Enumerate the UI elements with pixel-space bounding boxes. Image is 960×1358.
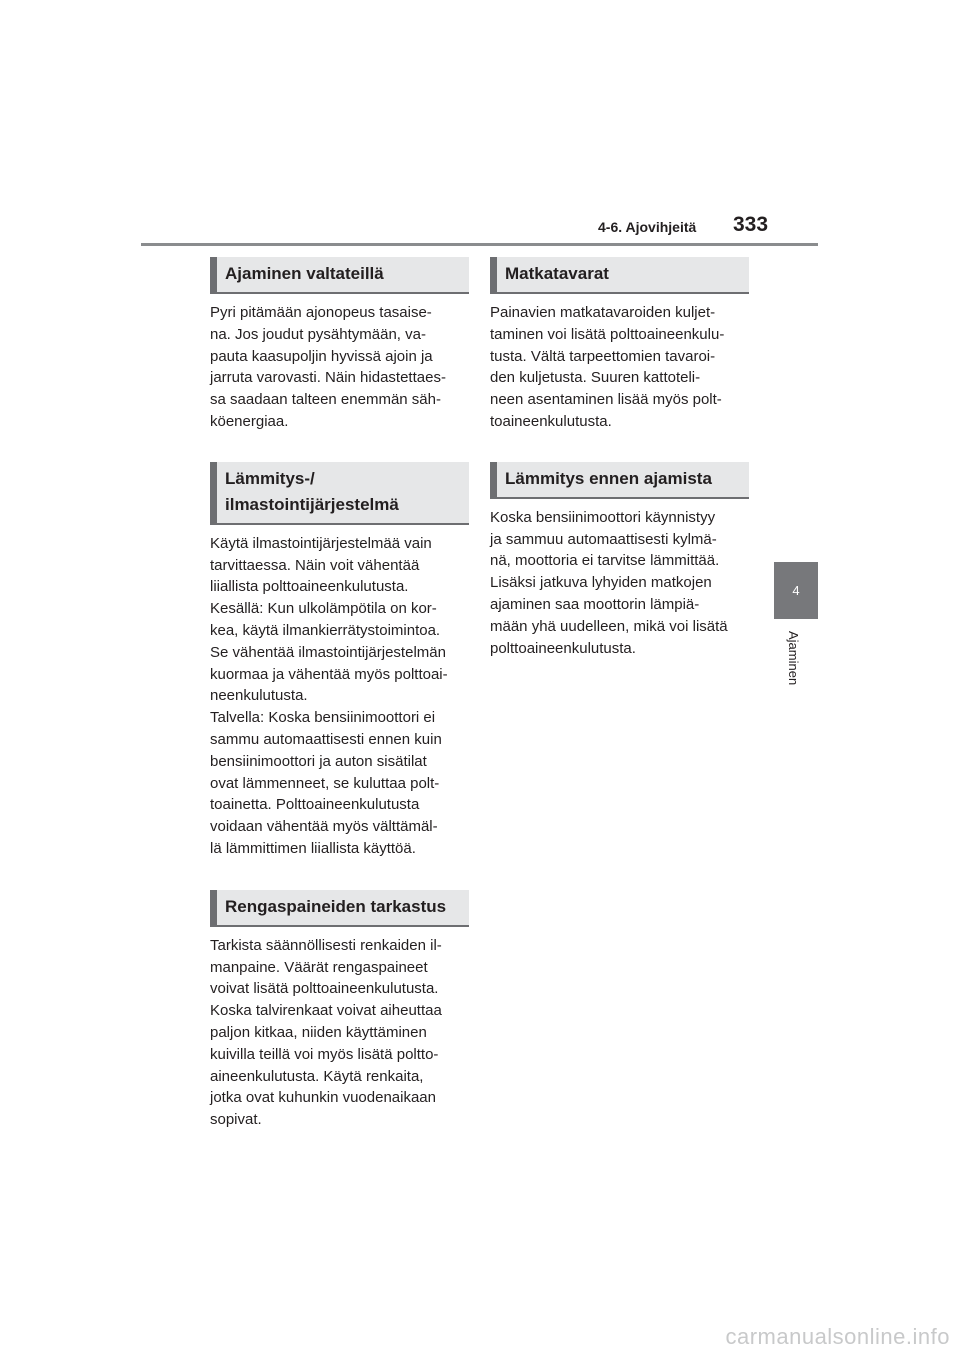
body-line: Käytä ilmastointijärjestelmää vain xyxy=(210,534,432,552)
body-line: voidaan vähentää myös välttämäl- xyxy=(210,818,438,836)
section-heading xyxy=(210,890,469,927)
right-column xyxy=(490,257,749,659)
body-line: Se vähentää ilmastointijärjestelmän xyxy=(210,643,446,661)
section-warm-up xyxy=(490,462,749,660)
section-heading xyxy=(490,257,749,294)
section-title: 4-6. Ajovihjeitä xyxy=(598,219,697,235)
section-body xyxy=(490,302,749,433)
body-line: mään yhä uudelleen, mikä voi lisätä xyxy=(490,617,728,635)
body-line: na. Jos joudut pysähtymään, va- xyxy=(210,325,426,343)
body-line: den kuljetusta. Suuren kattoteli- xyxy=(490,369,701,387)
section-heading xyxy=(210,462,469,525)
body-line: kea, käytä ilmankierrätystoimintoa. xyxy=(210,621,441,639)
body-line: lä lämmittimen liiallista käyttöä. xyxy=(210,839,416,857)
chapter-number: 4 xyxy=(792,583,800,598)
section-heading xyxy=(490,462,749,499)
page-number: 333 xyxy=(733,213,769,236)
body-line: polttoaineenkulutusta. xyxy=(490,639,636,657)
body-line: sopivat. xyxy=(210,1111,262,1129)
body-line: neenkulutusta. xyxy=(210,687,308,705)
body-line: Pyri pitämään ajonopeus tasaise- xyxy=(210,304,432,321)
body-line: ovat lämmenneet, se kuluttaa polt- xyxy=(210,774,440,792)
chapter-tab xyxy=(774,562,818,619)
body-line: toainetta. Polttoaineenkulutusta xyxy=(210,796,420,814)
body-line: Koska bensiinimoottori käynnistyy xyxy=(490,508,716,526)
section-body xyxy=(210,302,469,433)
section-body xyxy=(210,533,469,860)
section-highway-driving xyxy=(210,257,469,433)
heading-line: Lämmitys ennen ajamista xyxy=(505,468,712,488)
body-line: toaineenkulutusta. xyxy=(490,412,612,430)
heading-line: ilmastointijärjestelmä xyxy=(225,494,399,514)
body-line: jarruta varovasti. Näin hidastettaes- xyxy=(210,369,446,387)
body-line: nä, moottoria ei tarvitse lämmittää. xyxy=(490,552,720,570)
heading-line: Matkatavarat xyxy=(505,264,609,283)
watermark: carmanualsonline.info xyxy=(725,1324,950,1349)
section-luggage xyxy=(490,257,749,433)
body-line: Kesällä: Kun ulkolämpötila on kor- xyxy=(210,600,437,618)
section-heading xyxy=(210,257,469,294)
section-tire-pressure xyxy=(210,890,469,1131)
body-line: sammu automaattisesti ennen kuin xyxy=(210,730,442,748)
body-line: aineenkulutusta. Käytä renkaita, xyxy=(210,1067,424,1085)
body-line: paljon kitkaa, niiden käyttäminen xyxy=(210,1023,427,1041)
section-body xyxy=(210,935,469,1131)
body-line: köenergiaa. xyxy=(210,412,289,430)
body-line: voivat lisätä polttoaineenkulutusta. xyxy=(210,980,439,998)
header-divider xyxy=(141,243,818,246)
chapter-label: Ajaminen xyxy=(786,631,801,686)
left-column xyxy=(210,257,469,1131)
body-line: liiallista polttoaineenkulutusta. xyxy=(210,578,409,596)
body-line: kuivilla teillä voi myös lisätä poltto- xyxy=(210,1045,439,1063)
heading-line: Ajaminen valtateillä xyxy=(225,264,384,283)
section-body xyxy=(490,507,749,660)
body-line: Painavien matkatavaroiden kuljet- xyxy=(490,304,716,321)
body-line: kuormaa ja vähentää myös polttoai- xyxy=(210,665,448,683)
body-line: Lisäksi jatkuva lyhyiden matkojen xyxy=(490,574,712,592)
body-line: pauta kaasupoljin hyvissä ajoin ja xyxy=(210,347,433,365)
heading-line: Rengaspaineiden tarkastus xyxy=(225,896,447,916)
heading-line: Lämmitys-/ xyxy=(225,468,315,488)
body-line: sa saadaan talteen enemmän säh- xyxy=(210,391,441,409)
body-line: tusta. Vältä tarpeettomien tavaroi- xyxy=(490,347,716,365)
body-line: Koska talvirenkaat voivat aiheuttaa xyxy=(210,1002,442,1020)
body-line: neen asentaminen lisää myös polt- xyxy=(490,391,722,409)
body-line: jotka ovat kuhunkin vuodenaikaan xyxy=(210,1089,436,1107)
body-line: Talvella: Koska bensiinimoottori ei xyxy=(210,709,436,727)
body-line: taminen voi lisätä polttoaineenkulu- xyxy=(490,325,725,343)
body-line: manpaine. Väärät rengaspaineet xyxy=(210,958,428,976)
body-line: tarvittaessa. Näin voit vähentää xyxy=(210,556,420,574)
body-line: ja sammuu automaattisesti kylmä- xyxy=(490,530,717,548)
body-line: bensiinimoottori ja auton sisätilat xyxy=(210,752,427,770)
body-line: Tarkista säännöllisesti renkaiden il- xyxy=(210,936,442,954)
body-line: ajaminen saa moottorin lämpiä- xyxy=(490,595,700,613)
section-climate-control xyxy=(210,462,469,860)
